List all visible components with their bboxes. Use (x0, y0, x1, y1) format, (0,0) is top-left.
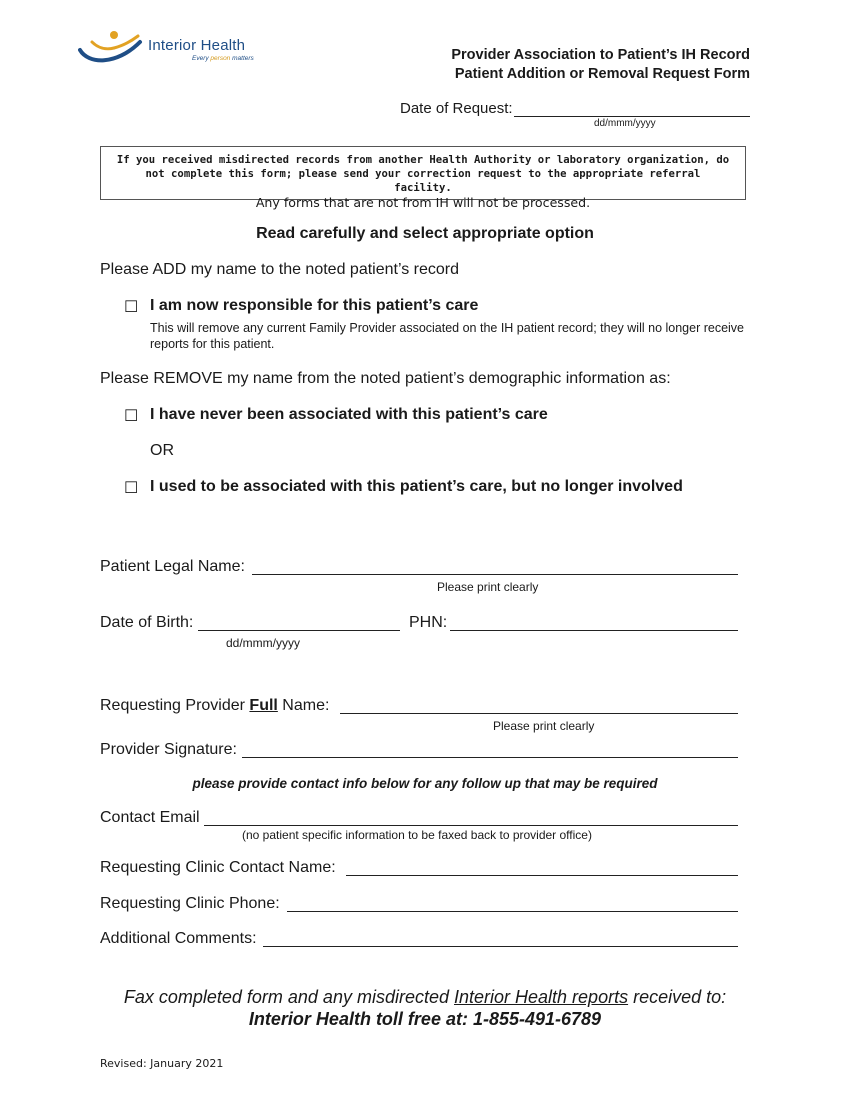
email-hint: (no patient specific information to be faxed back to provider office) (242, 828, 592, 842)
add-responsible-label: I am now responsible for this patient’s care (150, 297, 479, 314)
notice-box (100, 146, 746, 210)
notice-line2: Any forms that are not from IH will not be processed. (255, 195, 591, 210)
contact-info-note: please provide contact info below for any follow up that may be required (192, 776, 658, 791)
date-of-birth-label: Date of Birth: (100, 614, 194, 631)
additional-comments-label: Additional Comments: (100, 930, 257, 947)
date-of-request-label: Date of Request: (400, 100, 513, 117)
provider-full-name-label: Requesting Provider Full Name: (100, 697, 330, 714)
remove-no-longer-involved-checkbox[interactable]: ☐ (124, 480, 139, 497)
logo-tagline: Every person matters (192, 55, 254, 62)
date-format-hint: dd/mmm/yyyy (594, 118, 656, 129)
phn-label: PHN: (409, 614, 448, 631)
patient-legal-name-field[interactable] (252, 574, 738, 575)
contact-email-field[interactable] (204, 825, 738, 826)
additional-comments-field[interactable] (263, 946, 738, 947)
remove-never-associated-checkbox[interactable]: ☐ (124, 408, 139, 425)
form-title-line2: Patient Addition or Removal Request Form (454, 66, 750, 82)
dob-format-hint: dd/mmm/yyyy (226, 636, 301, 650)
date-of-birth-field[interactable] (198, 630, 400, 631)
instructions-heading: Read carefully and select appropriate option (256, 225, 594, 242)
provider-print-clearly-hint: Please print clearly (493, 719, 595, 733)
date-of-request-field[interactable] (514, 116, 750, 117)
clinic-contact-name-label: Requesting Clinic Contact Name: (100, 859, 336, 876)
or-separator: OR (150, 442, 174, 459)
remove-never-associated-label: I have never been associated with this patient’s care (150, 406, 548, 423)
provider-signature-field[interactable] (242, 757, 738, 758)
form-title-line1: Provider Association to Patient’s IH Record (451, 47, 750, 63)
fax-instruction: Fax completed form and any misdirected Interior Health reports received to: (123, 987, 727, 1007)
clinic-contact-name-field[interactable] (346, 875, 738, 876)
add-responsible-checkbox[interactable]: ☐ (124, 299, 139, 316)
toll-free-number: Interior Health toll free at: 1-855-491-6789 (248, 1009, 602, 1029)
revision-date: Revised: January 2021 (100, 1057, 224, 1070)
add-prompt: Please ADD my name to the noted patient’s record (100, 261, 460, 278)
phn-field[interactable] (450, 630, 738, 631)
remove-no-longer-involved-label: I used to be associated with this patient’s care, but no longer involved (150, 478, 683, 495)
contact-email-label: Contact Email (100, 809, 200, 826)
logo-wordmark: Interior Health (148, 37, 246, 54)
remove-prompt: Please REMOVE my name from the noted patient’s demographic information as: (100, 370, 671, 387)
patient-legal-name-label: Patient Legal Name: (100, 558, 245, 575)
notice-line1: If you received misdirected records from another Health Authority or laboratory organization, do not complete this form; please send your correction request to the appropriate referral facility. (116, 154, 730, 194)
clinic-phone-label: Requesting Clinic Phone: (100, 895, 280, 912)
print-clearly-hint: Please print clearly (437, 580, 539, 594)
provider-signature-label: Provider Signature: (100, 741, 237, 758)
provider-full-name-field[interactable] (340, 713, 738, 714)
add-option-note: This will remove any current Family Provider associated on the IH patient record; they will no longer receive reports for this patient. (150, 321, 745, 351)
clinic-phone-field[interactable] (287, 911, 738, 912)
